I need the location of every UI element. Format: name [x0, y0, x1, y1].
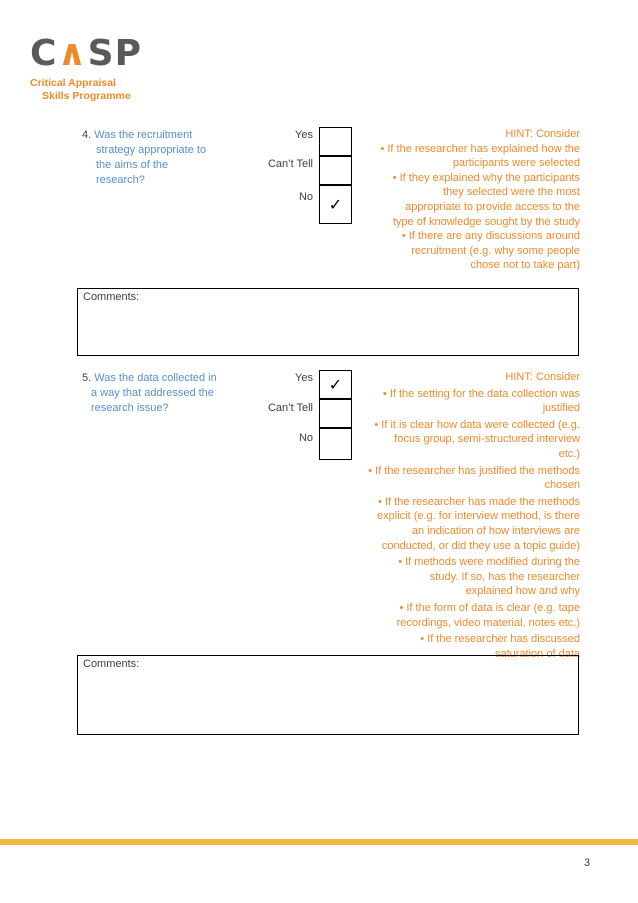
q4-yes-checkbox[interactable] — [319, 127, 352, 156]
q5-hint — [360, 370, 580, 661]
hint-line: saturation of data — [494, 647, 580, 660]
logo-wordmark — [30, 33, 142, 74]
hint-line: • If the form of data is clear (e.g. tape — [399, 601, 580, 614]
hint-line: focus group, semi-structured interview — [394, 433, 580, 446]
hint-line: • If the setting for the data collection was — [382, 387, 580, 400]
check-mark-icon: ✓ — [328, 375, 343, 394]
hint-line: study. If so, has the researcher — [429, 570, 580, 583]
q4-option-cant-tell-label: Can’t Tell — [267, 158, 313, 170]
q5-no-checkbox[interactable] — [319, 428, 352, 460]
hint-line: conducted, or did they use a topic guide) — [381, 539, 580, 552]
comments-label: Comments: — [83, 658, 140, 670]
hint-line: recordings, video material, notes etc.) — [396, 616, 580, 629]
q5-yes-checkbox[interactable] — [319, 370, 352, 399]
q4-no-checkbox[interactable] — [319, 185, 352, 224]
q5-cant-tell-checkbox[interactable] — [319, 399, 352, 428]
hint-line: • If methods were modified during the — [398, 556, 580, 569]
q5-option-no-label: No — [298, 432, 313, 444]
question-text-line: Was the data collected in — [94, 372, 217, 384]
hint-line: • If the researcher has explained how the — [380, 142, 580, 155]
hint-line: explicit (e.g. for interview method, is there — [377, 510, 580, 523]
hint-line: appropriate to provide access to the — [405, 200, 580, 213]
logo-letters-sp: SP — [87, 33, 142, 74]
question-4 — [82, 128, 222, 188]
hint-line: recruitment (e.g. why some people — [411, 244, 580, 257]
q5-option-cant-tell-label: Can’t Tell — [267, 402, 313, 414]
hint-line: participants were selected — [452, 157, 580, 170]
casp-logo — [30, 33, 190, 102]
q5-comments-box[interactable] — [77, 655, 579, 735]
hint-line: chosen — [544, 479, 580, 492]
hint-line: • If it is clear how data were collected (e.g. — [374, 418, 580, 431]
q4-option-no-label: No — [298, 191, 313, 203]
hint-line: • If the researcher has justified the methods — [368, 464, 580, 477]
question-text-line: a way that addressed the — [91, 387, 214, 399]
hint-line: type of knowledge sought by the study — [392, 215, 580, 228]
logo-letter-a: ∧ — [57, 33, 88, 74]
hint-line: explained how and why — [465, 585, 580, 598]
q4-hint — [360, 127, 580, 273]
question-number: 5. — [82, 372, 92, 384]
hint-line: justified — [542, 402, 580, 415]
logo-subtitle-line1: Critical Appraisal — [30, 77, 116, 89]
page-number: 3 — [584, 857, 591, 869]
hint-line: • If the researcher has discussed — [420, 633, 580, 646]
question-text-line: research issue? — [91, 402, 169, 414]
hint-line: • If the researcher has made the methods — [378, 495, 580, 508]
q5-option-yes-label: Yes — [295, 372, 313, 384]
hint-line: • If they explained why the participants — [392, 171, 580, 184]
logo-letter-c: C — [30, 33, 58, 74]
question-number: 4. — [82, 129, 92, 141]
q4-cant-tell-checkbox[interactable] — [319, 156, 352, 185]
question-text-line: the aims of the — [96, 159, 169, 171]
hint-line: etc.) — [558, 447, 580, 460]
footer-bar — [0, 839, 638, 845]
comments-label: Comments: — [83, 291, 140, 303]
question-text-line: research? — [96, 174, 145, 186]
question-5 — [82, 371, 232, 416]
question-text-line: Was the recruitment — [94, 129, 193, 141]
hint-line: HINT: Consider — [505, 128, 580, 140]
hint-line: • If there are any discussions around — [401, 230, 580, 243]
question-text-line: strategy appropriate to — [96, 144, 207, 156]
hint-line: HINT: Consider — [505, 371, 580, 383]
hint-line: an indication of how interviews are — [411, 524, 580, 537]
hint-line: chose not to take part) — [470, 259, 580, 272]
q4-option-yes-label: Yes — [295, 129, 313, 141]
q4-comments-box[interactable] — [77, 288, 579, 356]
logo-subtitle-line2: Skills Programme — [42, 90, 131, 102]
check-mark-icon: ✓ — [328, 195, 343, 214]
hint-line: they selected were the most — [443, 186, 580, 199]
